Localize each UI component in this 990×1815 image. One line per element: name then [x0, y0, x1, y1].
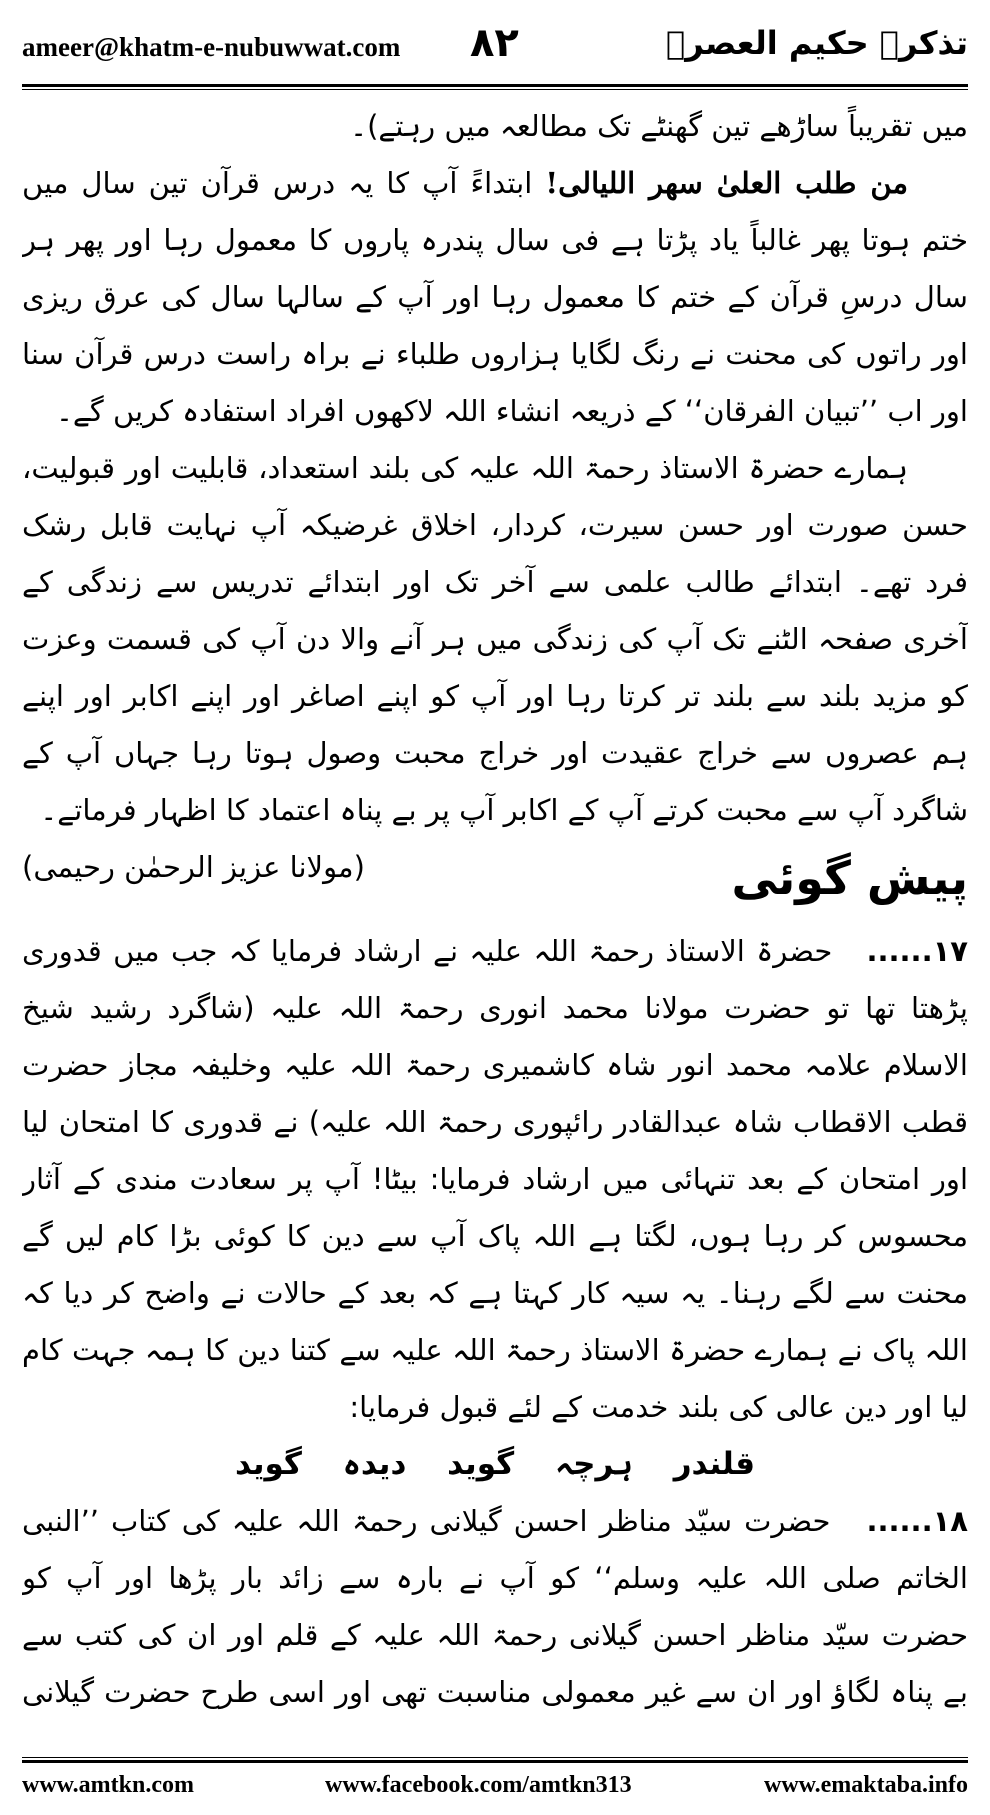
footer-link-facebook[interactable]: www.facebook.com/amtkn313 — [325, 1772, 632, 1798]
page-body — [22, 98, 968, 1723]
item-17-text: حضرۃ الاستاذ رحمۃ اللہ علیہ نے ارشاد فرمایا کہ جب میں قدوری پڑھتا تھا تو حضرت مولانا محمد انوری رحمۃ اللہ علیہ (شاگرد رشید شیخ الاسلام علامہ محمد انور شاہ کاشمیری رحمۃ اللہ علیہ وخلیفہ مجاز حضرت قطب الاقطاب شاہ عبدالقادر رائپوری رحمۃ اللہ علیہ) نے قدوری کا امتحان لیا اور امتحان کے بعد تنہائی میں ارشاد فرمایا: بیٹا! آپ پر سعادت مندی کے آثار محسوس کر رہا ہوں، لگتا ہے اللہ پاک آپ سے دین کا کوئی بڑا کام لیں گے محنت سے لگے رہنا۔ یہ سیہ کار کہتا ہے کہ بعد کے حالات نے واضح کر دیا کہ اللہ پاک نے ہمارے حضرۃ الاستاذ رحمۃ اللہ علیہ سے کتنا دین کا ہمہ جہت کام لیا اور دین عالی کی بلند خدمت کے لئے قبول فرمایا: — [22, 934, 968, 1424]
item-18 — [22, 1493, 968, 1723]
footer-rule-thin — [22, 1757, 968, 1758]
footer-link-emaktaba[interactable]: www.emaktaba.info — [763, 1772, 968, 1798]
paragraph-1: میں تقریباً ساڑھے تین گھنٹے تک مطالعہ میں رہتے)۔ — [350, 109, 968, 143]
paragraph-2-text: ابتداءً آپ کا یہ درس قرآن تین سال میں ختم ہوتا پھر غالباً یاد پڑتا ہے فی سال پندرہ پاروں کا معمول رہا اور پھر ہر سال درسِ قرآن کے ختم کا معمول رہا اور آپ کے سالہا سال کی عرق ریزی اور راتوں کی محنت نے رنگ لگایا ہزاروں طلباء نے براہ راست درس قرآن سنا اور اب ’’تبیان الفرقان‘‘ کے ذریعہ انشاء اللہ لاکھوں افراد استفادہ کریں گے۔ — [22, 166, 968, 428]
header-rule — [22, 84, 968, 87]
verse: قلندر ہرچہ گوید دیدہ گوید — [234, 1446, 756, 1482]
header-rule-thin — [22, 89, 968, 90]
footer-rule — [22, 1760, 968, 1763]
book-title: تذکرہ حکیم العصرؒ — [665, 24, 968, 62]
page-number: ۸۲ — [470, 20, 519, 66]
paragraph-2 — [22, 155, 968, 440]
item-18-text: حضرت سیّد مناظر احسن گیلانی رحمۃ اللہ علیہ کی کتاب ’’النبی الخاتم صلی اللہ علیہ وسلم‘‘ کو آپ نے بارہ سے زائد بار پڑھا اور آپ کو حضرت سیّد مناظر احسن گیلانی رحمۃ اللہ علیہ کے قلم اور ان کی کتب سے بے پناہ لگاؤ اور ان سے غیر معمولی مناسبت تھی اور اسی طرح حضرت گیلانی — [22, 1504, 968, 1709]
section-heading: پیش گوئی — [731, 851, 968, 905]
arabic-saying: من طلب العلیٰ سھر اللیالی! — [545, 166, 908, 200]
page-footer — [0, 1768, 990, 1804]
header-email[interactable]: ameer@khatm-e-nubuwwat.com — [22, 32, 401, 62]
page-header — [0, 18, 990, 76]
item-18-number: ۱۸...... — [866, 1504, 968, 1538]
attribution: (مولانا عزیز الرحمٰن رحیمی) — [22, 850, 365, 884]
item-17-number: ۱۷...... — [866, 934, 968, 968]
paragraph-3-text: ہمارے حضرۃ الاستاذ رحمۃ اللہ علیہ کی بلند استعداد، قابلیت اور قبولیت، حسن صورت اور حسن سیرت، کردار، اخلاق غرضیکہ آپ نہایت قابل رشک فرد تھے۔ ابتدائے طالب علمی سے آخر تک اور ابتدائے تدریس سے زندگی کے آخری صفحہ الٹنے تک آپ کی زندگی میں ہر آنے والا دن آپ کی قسمت وعزت کو مزید بلند سے بلند تر کرتا رہا اور آپ کو اپنے اصاغر اور اپنے اکابر اور اپنے ہم عصروں سے خراج عقیدت اور خراج محبت وصول ہوتا رہا جہاں آپ کے شاگرد آپ سے محبت کرتے آپ کے اکابر آپ پر بے پناہ اعتماد کا اظہار فرماتے۔ — [22, 451, 968, 827]
footer-link-amtkn[interactable]: www.amtkn.com — [22, 1772, 194, 1798]
item-17 — [22, 923, 968, 1436]
